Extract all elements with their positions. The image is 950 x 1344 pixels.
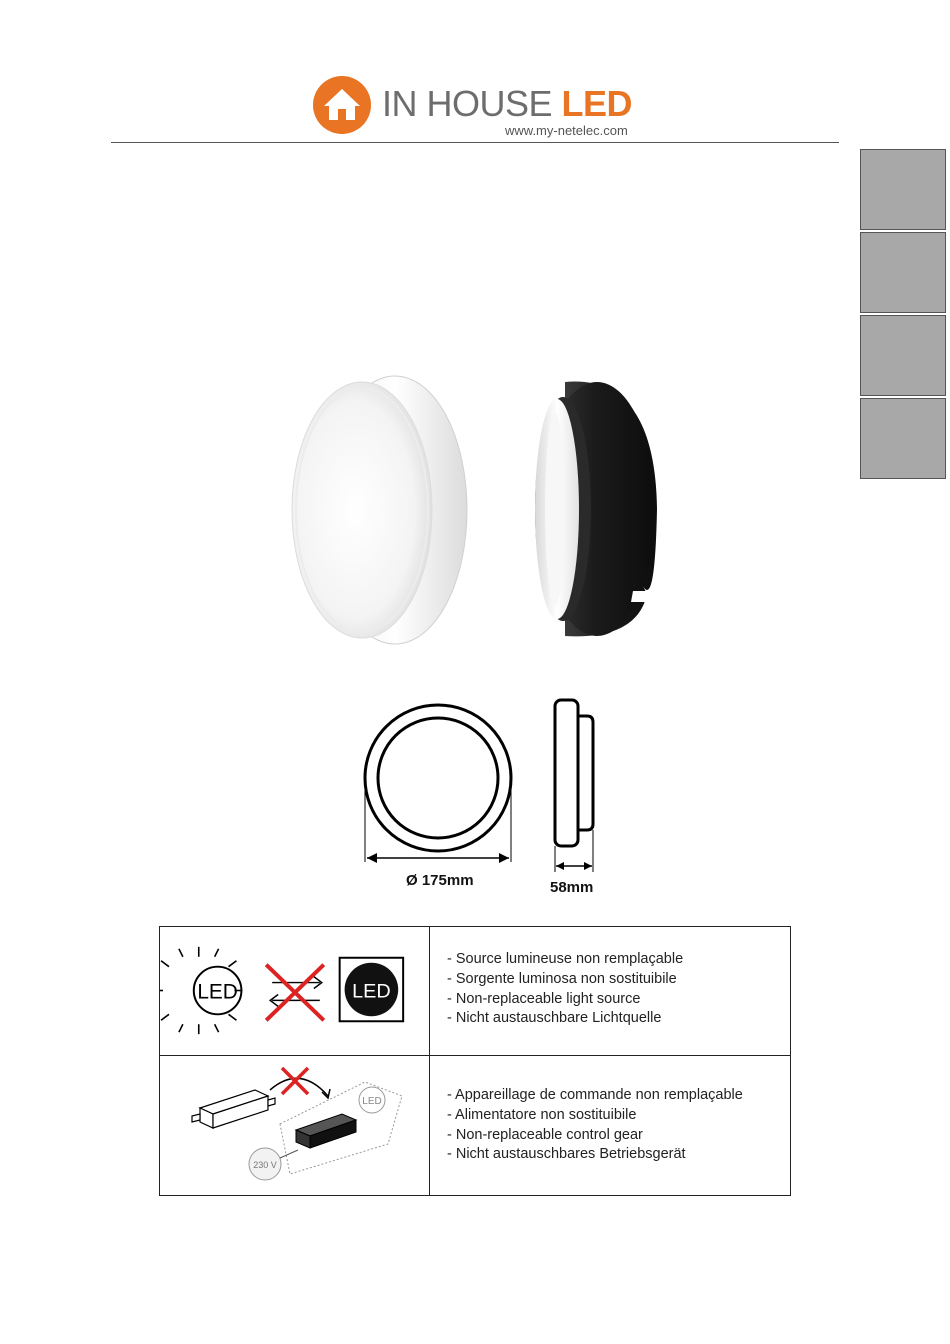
control-gear-notice: [447, 1086, 743, 1165]
house-logo-icon: [312, 75, 372, 135]
side-dimension-drawing: [545, 690, 605, 880]
front-dimension-drawing: [355, 690, 525, 880]
website-url: www.my-netelec.com: [505, 123, 628, 138]
notice-line-fr: - Source lumineuse non remplaçable: [447, 951, 684, 967]
led-sun-label: LED: [197, 980, 238, 1004]
side-tab-3: [860, 315, 946, 396]
notice-line-de: - Nicht austauschbares Betriebsgerät: [447, 1146, 686, 1163]
led-gear-label: LED: [362, 1096, 382, 1107]
brand-name-main: IN HOUSE: [382, 83, 553, 124]
diameter-label: Ø 175mm: [406, 872, 474, 889]
table-row: [160, 927, 790, 1056]
side-tab-4: [860, 398, 946, 479]
header-divider: [111, 142, 839, 143]
light-source-notice: [447, 950, 683, 1029]
notice-line-it: - Alimentatore non sostituibile: [447, 1106, 637, 1123]
notice-line-en: - Non-replaceable light source: [447, 990, 641, 1007]
product-photo-white: [290, 370, 470, 650]
side-tab-2: [860, 232, 946, 313]
notice-line-de: - Nicht austauschbare Lichtquelle: [447, 1010, 662, 1027]
brand-name-accent: LED: [561, 83, 633, 124]
brand-name: [382, 83, 633, 124]
table-row: [160, 1056, 790, 1195]
info-table: [159, 926, 791, 1196]
notice-line-en: - Non-replaceable control gear: [447, 1126, 643, 1143]
voltage-label: 230 V: [253, 1160, 277, 1170]
non-replaceable-light-source-icon: [160, 927, 429, 1055]
column-divider: [429, 927, 430, 1055]
notice-line-fr: - Appareillage de commande non remplaçable: [447, 1087, 743, 1103]
product-photo-black: [525, 378, 660, 640]
notice-line-it: - Sorgente luminosa non sostituibile: [447, 970, 677, 987]
led-badge-label: LED: [352, 980, 391, 1003]
side-tab-1: [860, 149, 946, 230]
column-divider: [429, 1056, 430, 1195]
depth-label: 58mm: [550, 879, 594, 896]
non-replaceable-control-gear-icon: [160, 1056, 429, 1195]
